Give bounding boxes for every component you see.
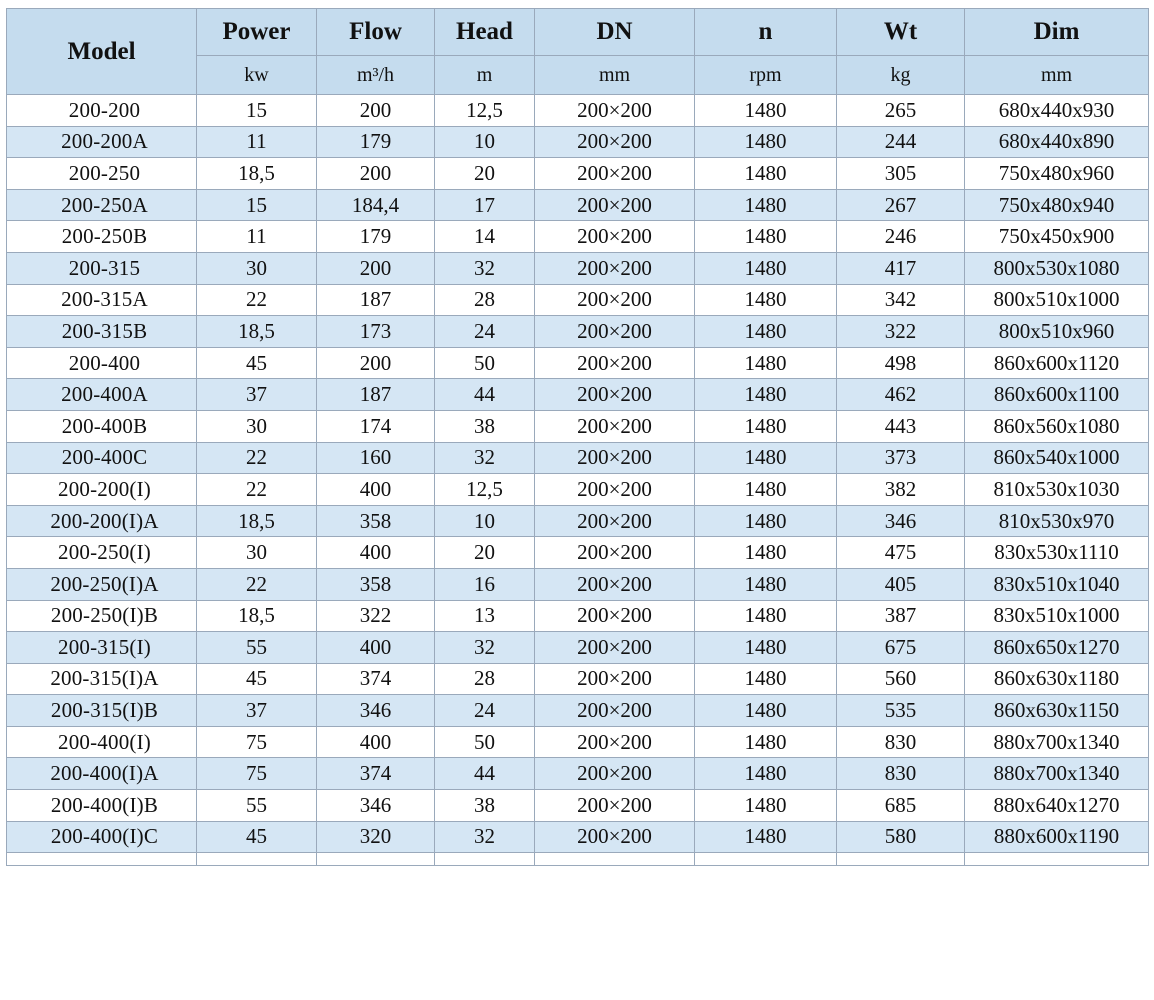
cell-wt: 580 bbox=[837, 821, 965, 853]
column-header-dn: DN bbox=[535, 9, 695, 56]
cell-model: 200-400B bbox=[7, 410, 197, 442]
cell-dim: 860x650x1270 bbox=[965, 632, 1149, 664]
cell-dim: 860x560x1080 bbox=[965, 410, 1149, 442]
table-row bbox=[7, 189, 1149, 221]
cell-dn: 200×200 bbox=[535, 600, 695, 632]
cell-n: 1480 bbox=[695, 632, 837, 664]
pump-specification-table bbox=[6, 8, 1149, 866]
cell-power: 18,5 bbox=[197, 505, 317, 537]
cell-model: 200-200(I)A bbox=[7, 505, 197, 537]
cell-model: 200-250A bbox=[7, 189, 197, 221]
table-row bbox=[7, 537, 1149, 569]
cell-n: 1480 bbox=[695, 284, 837, 316]
cell-power: 22 bbox=[197, 442, 317, 474]
table-row bbox=[7, 284, 1149, 316]
cell-dim: 680x440x890 bbox=[965, 126, 1149, 158]
cell-model: 200-200(I) bbox=[7, 474, 197, 506]
cell-n: 1480 bbox=[695, 347, 837, 379]
table-row bbox=[7, 600, 1149, 632]
cell-empty bbox=[435, 853, 535, 866]
cell-model: 200-315(I)B bbox=[7, 695, 197, 727]
cell-wt: 373 bbox=[837, 442, 965, 474]
cell-dn: 200×200 bbox=[535, 632, 695, 664]
cell-head: 32 bbox=[435, 632, 535, 664]
cell-flow: 179 bbox=[317, 126, 435, 158]
cell-model: 200-400(I)C bbox=[7, 821, 197, 853]
cell-dn: 200×200 bbox=[535, 474, 695, 506]
cell-flow: 400 bbox=[317, 474, 435, 506]
cell-wt: 675 bbox=[837, 632, 965, 664]
cell-power: 22 bbox=[197, 474, 317, 506]
cell-empty bbox=[965, 853, 1149, 866]
table-row bbox=[7, 252, 1149, 284]
cell-power: 75 bbox=[197, 758, 317, 790]
cell-n: 1480 bbox=[695, 600, 837, 632]
cell-flow: 374 bbox=[317, 758, 435, 790]
cell-model: 200-400A bbox=[7, 379, 197, 411]
table-row bbox=[7, 221, 1149, 253]
cell-dim: 750x480x960 bbox=[965, 158, 1149, 190]
table-row-partial bbox=[7, 853, 1149, 866]
cell-flow: 358 bbox=[317, 568, 435, 600]
table-row bbox=[7, 790, 1149, 822]
cell-dim: 830x530x1110 bbox=[965, 537, 1149, 569]
column-unit-power: kw bbox=[197, 56, 317, 95]
cell-dim: 860x600x1120 bbox=[965, 347, 1149, 379]
cell-wt: 417 bbox=[837, 252, 965, 284]
cell-head: 17 bbox=[435, 189, 535, 221]
cell-flow: 320 bbox=[317, 821, 435, 853]
cell-head: 16 bbox=[435, 568, 535, 600]
cell-model: 200-250(I) bbox=[7, 537, 197, 569]
cell-head: 50 bbox=[435, 347, 535, 379]
cell-dn: 200×200 bbox=[535, 537, 695, 569]
cell-power: 18,5 bbox=[197, 316, 317, 348]
cell-wt: 830 bbox=[837, 758, 965, 790]
column-unit-n: rpm bbox=[695, 56, 837, 95]
cell-model: 200-315(I)A bbox=[7, 663, 197, 695]
cell-model: 200-315(I) bbox=[7, 632, 197, 664]
cell-wt: 462 bbox=[837, 379, 965, 411]
cell-n: 1480 bbox=[695, 568, 837, 600]
column-unit-flow: m³/h bbox=[317, 56, 435, 95]
cell-power: 45 bbox=[197, 347, 317, 379]
cell-power: 45 bbox=[197, 663, 317, 695]
cell-model: 200-250(I)A bbox=[7, 568, 197, 600]
cell-n: 1480 bbox=[695, 95, 837, 127]
cell-flow: 187 bbox=[317, 284, 435, 316]
cell-dim: 810x530x970 bbox=[965, 505, 1149, 537]
cell-wt: 387 bbox=[837, 600, 965, 632]
cell-flow: 322 bbox=[317, 600, 435, 632]
table-row bbox=[7, 410, 1149, 442]
cell-dim: 750x480x940 bbox=[965, 189, 1149, 221]
cell-dn: 200×200 bbox=[535, 379, 695, 411]
cell-head: 50 bbox=[435, 726, 535, 758]
cell-n: 1480 bbox=[695, 821, 837, 853]
cell-wt: 246 bbox=[837, 221, 965, 253]
cell-flow: 174 bbox=[317, 410, 435, 442]
cell-dn: 200×200 bbox=[535, 189, 695, 221]
cell-n: 1480 bbox=[695, 221, 837, 253]
cell-dim: 880x700x1340 bbox=[965, 726, 1149, 758]
cell-dim: 810x530x1030 bbox=[965, 474, 1149, 506]
cell-flow: 400 bbox=[317, 632, 435, 664]
cell-power: 30 bbox=[197, 252, 317, 284]
table-row bbox=[7, 126, 1149, 158]
cell-empty bbox=[197, 853, 317, 866]
table-row bbox=[7, 726, 1149, 758]
table-row bbox=[7, 758, 1149, 790]
cell-dn: 200×200 bbox=[535, 568, 695, 600]
cell-flow: 200 bbox=[317, 347, 435, 379]
cell-power: 15 bbox=[197, 95, 317, 127]
cell-head: 24 bbox=[435, 316, 535, 348]
cell-model: 200-250 bbox=[7, 158, 197, 190]
cell-head: 13 bbox=[435, 600, 535, 632]
cell-dn: 200×200 bbox=[535, 347, 695, 379]
table-row bbox=[7, 316, 1149, 348]
cell-head: 14 bbox=[435, 221, 535, 253]
table-row bbox=[7, 568, 1149, 600]
cell-n: 1480 bbox=[695, 537, 837, 569]
cell-wt: 382 bbox=[837, 474, 965, 506]
cell-flow: 200 bbox=[317, 252, 435, 284]
cell-flow: 184,4 bbox=[317, 189, 435, 221]
cell-dim: 800x510x1000 bbox=[965, 284, 1149, 316]
cell-head: 20 bbox=[435, 158, 535, 190]
cell-wt: 498 bbox=[837, 347, 965, 379]
cell-flow: 160 bbox=[317, 442, 435, 474]
cell-head: 38 bbox=[435, 790, 535, 822]
cell-dn: 200×200 bbox=[535, 158, 695, 190]
cell-power: 18,5 bbox=[197, 158, 317, 190]
cell-head: 32 bbox=[435, 442, 535, 474]
column-unit-dn: mm bbox=[535, 56, 695, 95]
cell-n: 1480 bbox=[695, 316, 837, 348]
cell-power: 37 bbox=[197, 379, 317, 411]
cell-dim: 860x630x1180 bbox=[965, 663, 1149, 695]
cell-power: 37 bbox=[197, 695, 317, 727]
table-row bbox=[7, 442, 1149, 474]
cell-n: 1480 bbox=[695, 758, 837, 790]
table-row bbox=[7, 95, 1149, 127]
table-row bbox=[7, 505, 1149, 537]
cell-dim: 880x640x1270 bbox=[965, 790, 1149, 822]
column-header-wt: Wt bbox=[837, 9, 965, 56]
column-header-head: Head bbox=[435, 9, 535, 56]
cell-wt: 830 bbox=[837, 726, 965, 758]
cell-dn: 200×200 bbox=[535, 442, 695, 474]
cell-dim: 800x530x1080 bbox=[965, 252, 1149, 284]
cell-flow: 173 bbox=[317, 316, 435, 348]
cell-head: 10 bbox=[435, 126, 535, 158]
cell-n: 1480 bbox=[695, 442, 837, 474]
cell-model: 200-250(I)B bbox=[7, 600, 197, 632]
cell-flow: 346 bbox=[317, 695, 435, 727]
cell-dn: 200×200 bbox=[535, 663, 695, 695]
cell-n: 1480 bbox=[695, 726, 837, 758]
cell-empty bbox=[7, 853, 197, 866]
cell-model: 200-315A bbox=[7, 284, 197, 316]
cell-wt: 267 bbox=[837, 189, 965, 221]
table-row bbox=[7, 158, 1149, 190]
cell-n: 1480 bbox=[695, 790, 837, 822]
cell-dim: 830x510x1000 bbox=[965, 600, 1149, 632]
cell-head: 28 bbox=[435, 663, 535, 695]
cell-wt: 305 bbox=[837, 158, 965, 190]
cell-flow: 179 bbox=[317, 221, 435, 253]
cell-wt: 244 bbox=[837, 126, 965, 158]
cell-dn: 200×200 bbox=[535, 252, 695, 284]
cell-model: 200-315B bbox=[7, 316, 197, 348]
cell-model: 200-315 bbox=[7, 252, 197, 284]
cell-wt: 535 bbox=[837, 695, 965, 727]
cell-dim: 880x600x1190 bbox=[965, 821, 1149, 853]
cell-power: 11 bbox=[197, 221, 317, 253]
cell-wt: 342 bbox=[837, 284, 965, 316]
cell-dim: 680x440x930 bbox=[965, 95, 1149, 127]
cell-dn: 200×200 bbox=[535, 695, 695, 727]
cell-n: 1480 bbox=[695, 252, 837, 284]
cell-dim: 880x700x1340 bbox=[965, 758, 1149, 790]
cell-head: 24 bbox=[435, 695, 535, 727]
table-row bbox=[7, 474, 1149, 506]
cell-head: 20 bbox=[435, 537, 535, 569]
cell-dim: 800x510x960 bbox=[965, 316, 1149, 348]
table-row bbox=[7, 632, 1149, 664]
cell-wt: 346 bbox=[837, 505, 965, 537]
table-row bbox=[7, 821, 1149, 853]
column-header-power: Power bbox=[197, 9, 317, 56]
cell-head: 44 bbox=[435, 758, 535, 790]
cell-dn: 200×200 bbox=[535, 726, 695, 758]
cell-power: 30 bbox=[197, 537, 317, 569]
table-header bbox=[7, 9, 1149, 95]
table-header-row-labels bbox=[7, 9, 1149, 56]
column-header-n: n bbox=[695, 9, 837, 56]
cell-flow: 200 bbox=[317, 95, 435, 127]
table-row bbox=[7, 695, 1149, 727]
cell-flow: 374 bbox=[317, 663, 435, 695]
cell-power: 55 bbox=[197, 632, 317, 664]
cell-power: 22 bbox=[197, 568, 317, 600]
cell-dn: 200×200 bbox=[535, 95, 695, 127]
cell-dim: 750x450x900 bbox=[965, 221, 1149, 253]
cell-wt: 475 bbox=[837, 537, 965, 569]
cell-n: 1480 bbox=[695, 695, 837, 727]
cell-flow: 187 bbox=[317, 379, 435, 411]
cell-dim: 860x630x1150 bbox=[965, 695, 1149, 727]
cell-flow: 358 bbox=[317, 505, 435, 537]
table-row bbox=[7, 347, 1149, 379]
cell-model: 200-400(I)B bbox=[7, 790, 197, 822]
cell-model: 200-200 bbox=[7, 95, 197, 127]
cell-dim: 860x540x1000 bbox=[965, 442, 1149, 474]
cell-wt: 443 bbox=[837, 410, 965, 442]
cell-wt: 560 bbox=[837, 663, 965, 695]
cell-n: 1480 bbox=[695, 189, 837, 221]
cell-head: 44 bbox=[435, 379, 535, 411]
cell-power: 11 bbox=[197, 126, 317, 158]
cell-wt: 265 bbox=[837, 95, 965, 127]
cell-power: 45 bbox=[197, 821, 317, 853]
cell-wt: 685 bbox=[837, 790, 965, 822]
cell-dn: 200×200 bbox=[535, 410, 695, 442]
column-unit-head: m bbox=[435, 56, 535, 95]
cell-empty bbox=[695, 853, 837, 866]
cell-dim: 860x600x1100 bbox=[965, 379, 1149, 411]
cell-dn: 200×200 bbox=[535, 821, 695, 853]
cell-model: 200-400(I)A bbox=[7, 758, 197, 790]
cell-dn: 200×200 bbox=[535, 790, 695, 822]
cell-dn: 200×200 bbox=[535, 505, 695, 537]
cell-power: 15 bbox=[197, 189, 317, 221]
cell-dim: 830x510x1040 bbox=[965, 568, 1149, 600]
cell-n: 1480 bbox=[695, 474, 837, 506]
column-header-model: Model bbox=[7, 9, 197, 95]
cell-flow: 400 bbox=[317, 537, 435, 569]
cell-flow: 200 bbox=[317, 158, 435, 190]
cell-power: 75 bbox=[197, 726, 317, 758]
cell-power: 55 bbox=[197, 790, 317, 822]
cell-head: 28 bbox=[435, 284, 535, 316]
cell-n: 1480 bbox=[695, 505, 837, 537]
cell-empty bbox=[837, 853, 965, 866]
cell-model: 200-400 bbox=[7, 347, 197, 379]
cell-flow: 346 bbox=[317, 790, 435, 822]
cell-head: 32 bbox=[435, 252, 535, 284]
cell-head: 12,5 bbox=[435, 95, 535, 127]
cell-dn: 200×200 bbox=[535, 758, 695, 790]
cell-n: 1480 bbox=[695, 410, 837, 442]
cell-head: 32 bbox=[435, 821, 535, 853]
table-row bbox=[7, 663, 1149, 695]
cell-n: 1480 bbox=[695, 126, 837, 158]
cell-model: 200-400(I) bbox=[7, 726, 197, 758]
cell-head: 10 bbox=[435, 505, 535, 537]
cell-empty bbox=[535, 853, 695, 866]
cell-n: 1480 bbox=[695, 663, 837, 695]
column-header-flow: Flow bbox=[317, 9, 435, 56]
cell-power: 22 bbox=[197, 284, 317, 316]
table-body bbox=[7, 95, 1149, 866]
cell-model: 200-200A bbox=[7, 126, 197, 158]
cell-n: 1480 bbox=[695, 379, 837, 411]
cell-model: 200-250B bbox=[7, 221, 197, 253]
cell-power: 30 bbox=[197, 410, 317, 442]
cell-head: 12,5 bbox=[435, 474, 535, 506]
column-unit-wt: kg bbox=[837, 56, 965, 95]
cell-flow: 400 bbox=[317, 726, 435, 758]
cell-dn: 200×200 bbox=[535, 284, 695, 316]
cell-power: 18,5 bbox=[197, 600, 317, 632]
cell-dn: 200×200 bbox=[535, 221, 695, 253]
cell-model: 200-400C bbox=[7, 442, 197, 474]
cell-empty bbox=[317, 853, 435, 866]
column-unit-dim: mm bbox=[965, 56, 1149, 95]
cell-n: 1480 bbox=[695, 158, 837, 190]
cell-dn: 200×200 bbox=[535, 316, 695, 348]
cell-wt: 322 bbox=[837, 316, 965, 348]
cell-wt: 405 bbox=[837, 568, 965, 600]
column-header-dim: Dim bbox=[965, 9, 1149, 56]
cell-head: 38 bbox=[435, 410, 535, 442]
table-row bbox=[7, 379, 1149, 411]
cell-dn: 200×200 bbox=[535, 126, 695, 158]
